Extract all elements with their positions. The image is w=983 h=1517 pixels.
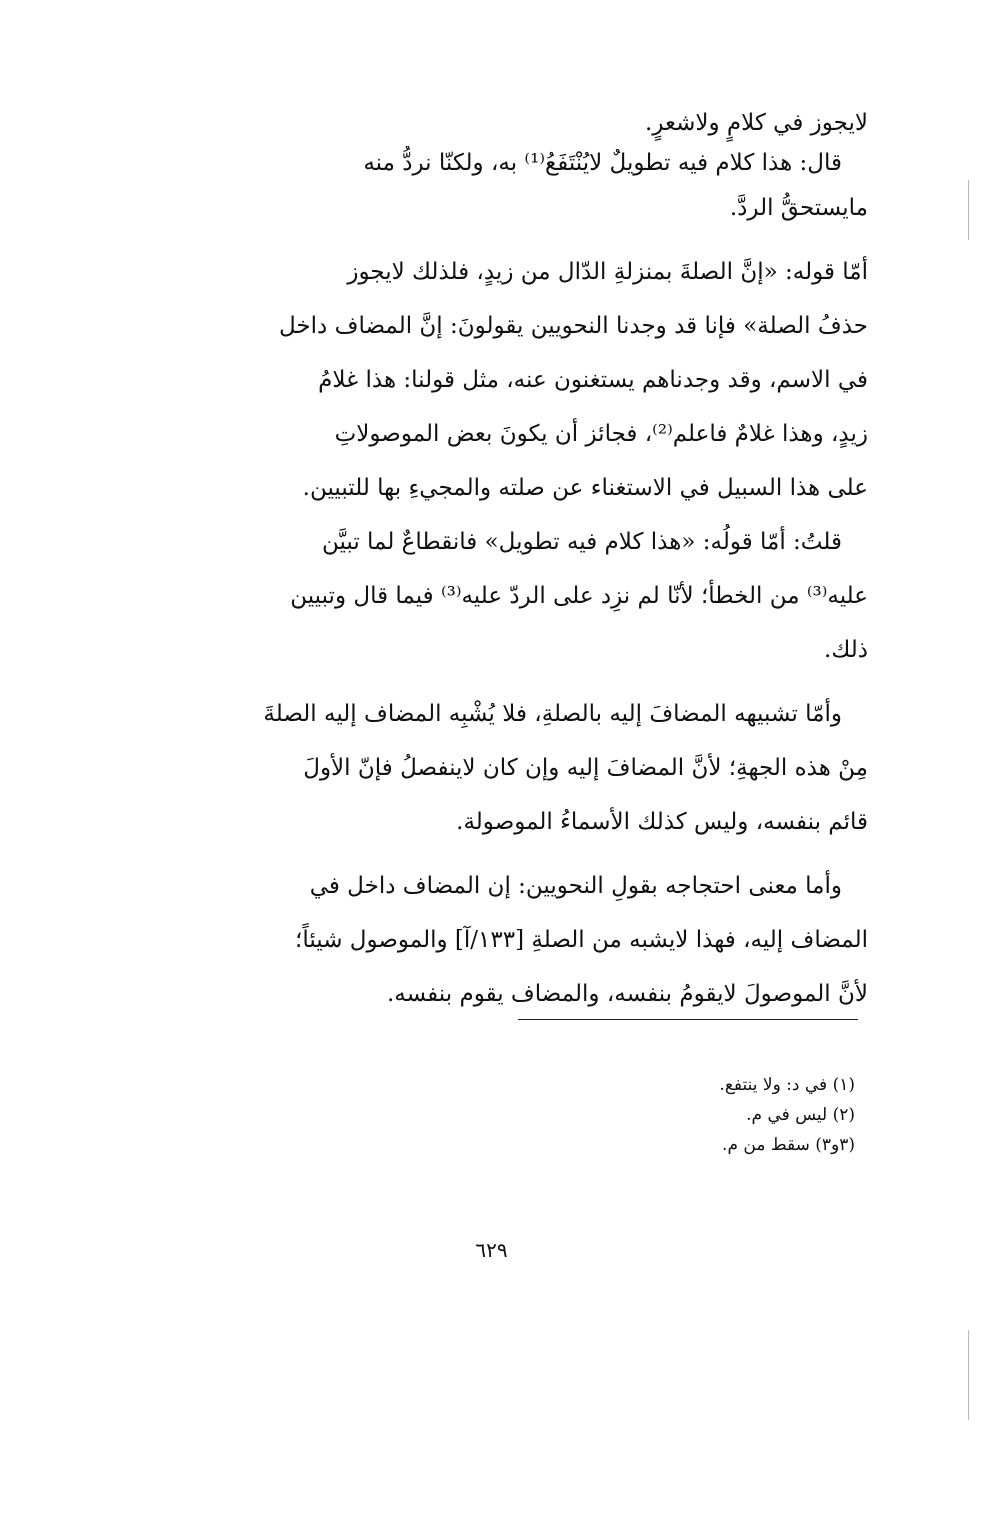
text-line: زيدٍ، وهذا غلامٌ فاعلم⁽²⁾، فجائز أن يكونَ بعض الموصولاتِ: [334, 421, 868, 447]
footnote: (٢) ليس في م.: [746, 1105, 855, 1125]
text-line: على هذا السبيل في الاستغناء عن صلته والمجيءِ بها للتبيين.: [302, 475, 868, 501]
text-line: قال: هذا كلام فيه تطويلٌ لايُنْتَفَعُ⁽¹⁾ به، ولكنّا نردُّ منه: [363, 150, 842, 176]
text-line: مايستحقُّ الردَّ.: [729, 195, 868, 221]
text-line: المضاف إليه، فهذا لايشبه من الصلةِ [١٣٣/آ] والموصول شيئاً؛: [295, 927, 868, 953]
scan-edge-mark: [968, 180, 969, 240]
text-line: ذلك.: [824, 637, 868, 663]
page-number: ٦٢٩: [475, 1238, 508, 1262]
scan-edge-mark: [968, 1330, 969, 1420]
text-line: أمّا قوله: «إنَّ الصلةَ بمنزلةِ الدّال من زيدٍ، فلذلك لايجوز: [347, 259, 868, 285]
main-text: [160, 100, 868, 1021]
text-line: وأما معنى احتجاجه بقولِ النحويين: إن المضاف داخل في: [309, 873, 842, 899]
footnote-divider: [518, 1019, 858, 1020]
text-line: مِنْ هذه الجهةِ؛ لأنَّ المضافَ إليه وإن كان لاينفصلُ فإنّ الأولَ: [303, 755, 868, 781]
text-line: في الاسم، وقد وجدناهم يستغنون عنه، مثل قولنا: هذا غلامُ: [318, 367, 868, 393]
text-line: قلتُ: أمّا قولُه: «هذا كلام فيه تطويل» فانقطاعٌ لما تبيَّن: [321, 529, 842, 555]
footnote: (١) في د: ولا ينتفع.: [719, 1075, 855, 1095]
footnote: (٣و٣) سقط من م.: [722, 1135, 855, 1155]
text-line: لأنَّ الموصولَ لايقومُ بنفسه، والمضاف يقوم بنفسه.: [387, 981, 868, 1007]
text-line: قائم بنفسه، وليس كذلك الأسماءُ الموصولة.: [456, 809, 868, 835]
text-line: حذفُ الصلة» فإنا قد وجدنا النحويين يقولونَ: إنَّ المضاف داخل: [279, 313, 868, 339]
text-line: لايجوز في كلامٍ ولاشعرٍ.: [645, 110, 868, 136]
text-line: عليه⁽³⁾ من الخطأ؛ لأنّا لم نزِد على الردّ عليه⁽³⁾ فيما قال وتبيين: [290, 583, 868, 609]
text-line: وأمّا تشبيهه المضافَ إليه بالصلةِ، فلا يُشْبِه المضاف إليه الصلةَ: [263, 701, 842, 727]
footnotes: [400, 1070, 855, 1160]
